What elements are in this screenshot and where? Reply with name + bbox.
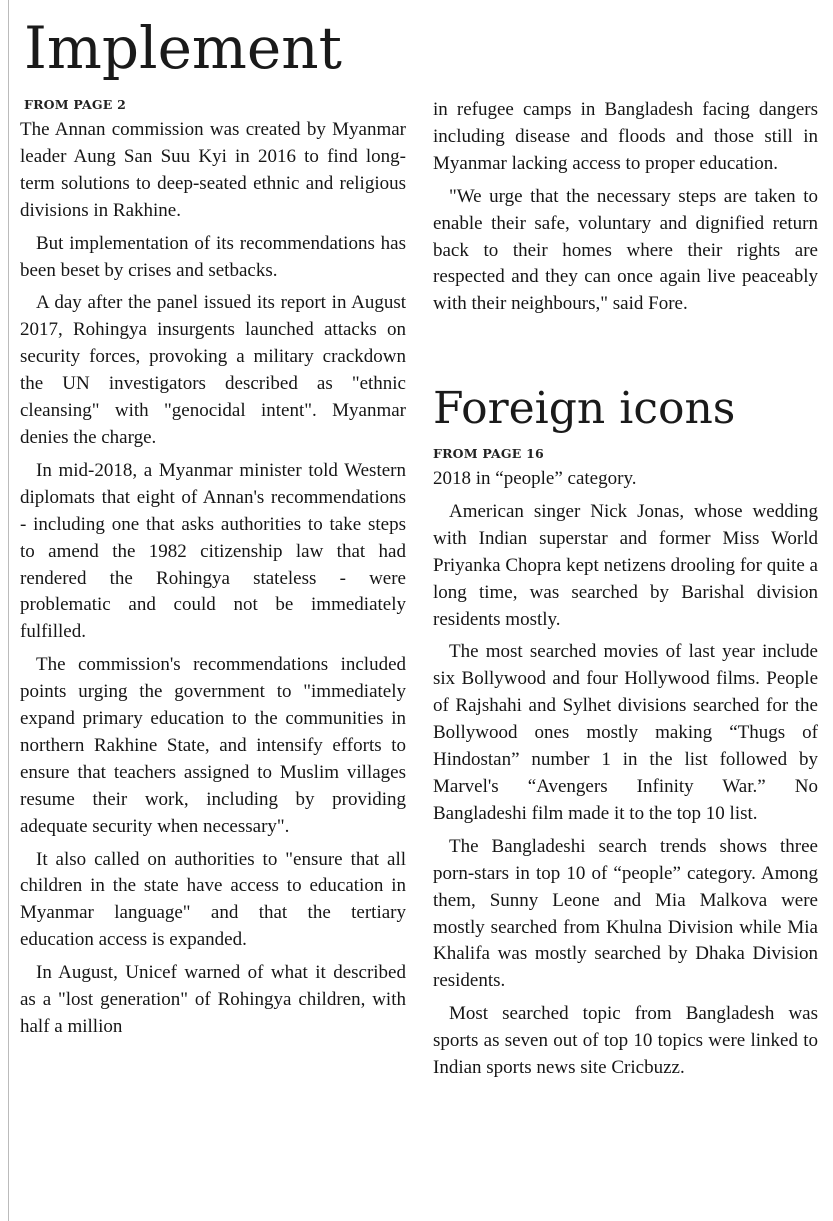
- paragraph: The Bangladeshi search trends shows three porn-stars in top 10 of “people” category. Among them, Sunny Leone and Mia Malkova were mostly searched from Khulna Division while Mia Khalifa was mostly searched by Dhaka Division residents.: [433, 835, 818, 992]
- paragraph: American singer Nick Jonas, whose wedding with Indian superstar and former Miss World Priyanka Chopra kept netizens drooling for quite a long time, was searched by Barishal division residents mostly.: [433, 500, 818, 630]
- headline-implement: Implement: [24, 14, 342, 82]
- paragraph: In mid-2018, a Myanmar minister told Western diplomats that eight of Annan's recommendations - including one that asks authorities to take steps to amend the 1982 citizenship law that had rendered the Rohingya stateless - were problematic and could not be immediately fulfilled.: [20, 459, 406, 643]
- paragraph: The most searched movies of last year include six Bollywood and four Hollywood films. People of Rajshahi and Sylhet divisions searched for the Bollywood ones mostly making “Thugs of Hindostan” number 1 in the list followed by Marvel's “Avengers Infinity War.” No Bangladeshi film made it to the top 10 list.: [433, 641, 818, 824]
- paragraph: Most searched topic from Bangladesh was sports as seven out of top 10 topics were linked to Indian sports news site Cricbuzz.: [433, 1003, 818, 1079]
- paragraph: The Annan commission was created by Myanmar leader Aung San Suu Kyi in 2016 to find long-term solutions to deep-seated ethnic and religious divisions in Rakhine.: [20, 119, 406, 221]
- kicker-from-page-2: FROM PAGE 2: [24, 97, 126, 112]
- paragraph: But implementation of its recommendations has been beset by crises and setbacks.: [20, 232, 406, 281]
- article-implement-body: [20, 117, 406, 1041]
- paragraph: In August, Unicef warned of what it described as a "lost generation" of Rohingya children, with half a million: [20, 962, 406, 1037]
- headline-foreign-icons: Foreign icons: [433, 383, 736, 434]
- kicker-from-page-16: FROM PAGE 16: [433, 446, 544, 461]
- paragraph: in refugee camps in Bangladesh facing dangers including disease and floods and those still in Myanmar lacking access to proper education.: [433, 99, 818, 174]
- paragraph: The commission's recommendations included points urging the government to "immediately expand primary education to the communities in northern Rakhine State, and intensify efforts to ensure that teachers assigned to Muslim villages resume their work, including by providing adequate security when necessary".: [20, 654, 406, 837]
- paragraph: A day after the panel issued its report in August 2017, Rohingya insurgents launched attacks on security forces, provoking a military crackdown the UN investigators described as "ethnic cleansing" with "genocidal intent". Myanmar denies the charge.: [20, 292, 406, 448]
- paragraph: It also called on authorities to "ensure that all children in the state have access to education in Myanmar language" and that the tertiary education access is expanded.: [20, 848, 406, 951]
- article-foreign-icons-body: [433, 466, 818, 1082]
- article-implement-continued: [433, 97, 818, 318]
- column-rule: [8, 0, 9, 1221]
- paragraph: 2018 in “people” category.: [433, 468, 637, 489]
- paragraph: "We urge that the necessary steps are taken to enable their safe, voluntary and dignified return back to their homes where their rights are respected and they can once again live peaceably with their neighbours," said Fore.: [433, 185, 818, 315]
